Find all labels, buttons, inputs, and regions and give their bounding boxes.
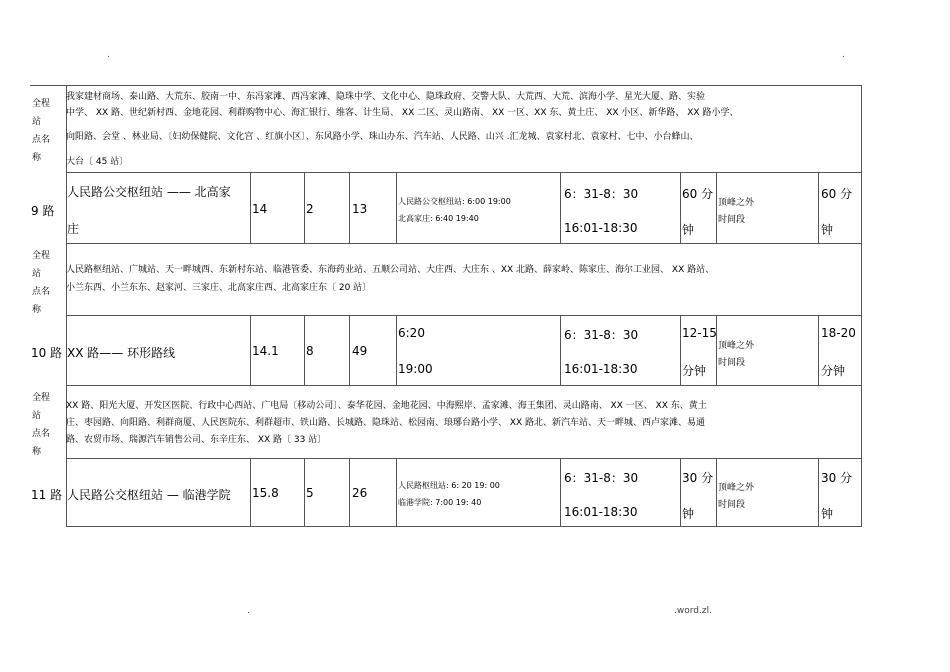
- col-divider: [560, 315, 561, 385]
- stops-label-line: 点名: [32, 287, 51, 297]
- stops-label-line: 站: [32, 117, 42, 127]
- stops-line: 大台〔 45 站〕: [66, 157, 129, 167]
- stops-line: 人民路枢纽站、广城站、天一畔城西、东新村东站、临港管委、东海药业站、五顺公司站、大庄西、大庄东 、XX 北路、薛家岭、陈家庄、海尔工业园、 XX 路站、: [66, 265, 715, 275]
- offpeak-interval: 18-20: [821, 326, 856, 340]
- peak-interval: 钟: [682, 223, 695, 237]
- col-divider: [680, 172, 681, 243]
- col-divider: [349, 315, 350, 385]
- route-stations: 26: [352, 486, 368, 500]
- offpeak-label: 时间段: [718, 500, 746, 510]
- footer-dot: .: [247, 606, 250, 616]
- col-divider: [396, 458, 397, 526]
- col-divider: [250, 315, 251, 385]
- peak-interval: 30 分: [682, 471, 714, 485]
- offpeak-label: 时间段: [718, 215, 746, 225]
- offpeak-label: 顶峰之外: [718, 483, 755, 493]
- col-divider: [349, 172, 350, 243]
- col-divider: [818, 172, 819, 243]
- route-price: 5: [306, 486, 314, 500]
- col-divider: [680, 458, 681, 526]
- first-last-bus: 人民路公交枢纽站: 6:00 19:00: [398, 197, 511, 206]
- peak-time: 6：31-8：30: [564, 328, 639, 342]
- col-divider: [250, 458, 251, 526]
- header-dot-right: .: [842, 50, 845, 60]
- row-divider: [66, 526, 862, 527]
- offpeak-interval: 30 分: [821, 471, 853, 485]
- col-divider: [66, 85, 67, 526]
- col-divider: [716, 458, 717, 526]
- offpeak-label: 顶峰之外: [718, 198, 755, 208]
- route-length: 14: [252, 202, 268, 216]
- col-divider: [818, 458, 819, 526]
- stops-label-line: 全程: [32, 393, 51, 403]
- route-line-cont: 庄: [67, 222, 80, 236]
- first-last-bus: 北高家庄: 6:40 19:40: [398, 214, 479, 223]
- last-bus: 19:00: [398, 362, 433, 376]
- first-last-bus: 临港学院: 7:00 19: 40: [398, 498, 482, 507]
- peak-time: 16:01-18:30: [564, 362, 638, 376]
- offpeak-interval: 60 分: [821, 187, 853, 201]
- row-divider: [66, 385, 862, 386]
- peak-interval: 60 分: [682, 187, 714, 201]
- route-stations: 13: [352, 202, 368, 216]
- stops-label-line: 点名: [32, 429, 51, 439]
- route-length: 15.8: [252, 486, 279, 500]
- col-divider: [716, 172, 717, 243]
- route-line: 人民路公交枢纽站 — 临港学院: [67, 488, 231, 502]
- stops-line: 小兰东西、小兰东东、赵家河、三家庄、北高家庄西、北高家庄东〔 20 站〕: [66, 283, 372, 293]
- stops-label-line: 全程: [32, 251, 51, 261]
- stops-label-line: 称: [32, 153, 42, 163]
- offpeak-label: 时间段: [718, 358, 746, 368]
- col-divider: [560, 458, 561, 526]
- row-divider: [66, 458, 862, 459]
- header-dot-left: .: [107, 50, 110, 60]
- col-divider: [349, 458, 350, 526]
- col-divider: [560, 172, 561, 243]
- row-divider: [66, 315, 862, 316]
- offpeak-interval: 钟: [821, 223, 834, 237]
- route-length: 14.1: [252, 344, 279, 358]
- route-line: XX 路—— 环形路线: [67, 346, 176, 360]
- col-divider: [396, 315, 397, 385]
- first-last-bus: 人民路枢纽站: 6: 20 19: 00: [398, 481, 500, 490]
- stops-line: 庄、枣园路、向阳路、利群商厦、人民医院东、利群超市、铁山路、长城路、隐珠站、松园南、琅琊台路小学、 XX 路北、新汽车站、天一畔城、西卢家滩、易通: [66, 418, 706, 428]
- col-divider: [250, 172, 251, 243]
- stops-line: 中学、 XX 路、世纪新村西、金地花园、利群购物中心、海汇银行、维客、计生局、 XX 二区、灵山路南、 XX 一区、XX 东、黄土庄、 XX 小区、新华路、 XX 路小学、: [66, 108, 739, 118]
- route-number: 9 路: [31, 204, 55, 218]
- offpeak-interval: 钟: [821, 507, 834, 521]
- route-number: 10 路: [31, 346, 63, 360]
- route-number: 11 路: [31, 488, 63, 502]
- stops-label-line: 称: [32, 447, 42, 457]
- peak-interval: 钟: [682, 507, 695, 521]
- peak-interval: 分钟: [682, 364, 707, 378]
- stops-label-line: 点名: [32, 135, 51, 145]
- stops-line: 路、农贸市场、瑞源汽车销售公司、东辛庄东、 XX 路〔 33 站〕: [66, 435, 327, 445]
- peak-time: 16:01-18:30: [564, 221, 638, 235]
- route-stations: 49: [352, 344, 368, 358]
- peak-interval: 12-15: [682, 326, 717, 340]
- footer-site-mark: .word.zl.: [674, 606, 712, 616]
- route-price: 2: [306, 202, 314, 216]
- row-divider: [66, 172, 862, 173]
- col-divider: [396, 172, 397, 243]
- first-bus: 6:20: [398, 326, 425, 340]
- stops-line: 向阳路、会堂 、林业局、〔妇幼保健院、文化宫 、红旗小区〕、东风路小学、珠山办东、汽车站、人民路、山兴 .汇龙城、袁家村北、袁家村、七中、小台蜂山、: [66, 132, 699, 142]
- col-divider: [304, 458, 305, 526]
- route-line: 人民路公交枢纽站 —— 北高家: [67, 185, 231, 199]
- peak-time: 6：31-8：30: [564, 187, 639, 201]
- col-divider: [680, 315, 681, 385]
- route-price: 8: [306, 344, 314, 358]
- stops-label-line: 站: [32, 269, 42, 279]
- stops-label-line: 全程: [32, 99, 51, 109]
- row-divider: [66, 243, 862, 244]
- stops-label-line: 站: [32, 411, 42, 421]
- col-divider: [861, 85, 862, 526]
- stops-line: XX 路、阳光大厦、开发区医院、行政中心西站、广电局〔移动公司〕、泰华花园、金地花园、中海熙岸、孟家滩、海王集团、灵山路南、 XX 一区、 XX 东、黄土: [66, 401, 707, 411]
- offpeak-interval: 分钟: [821, 364, 846, 378]
- stops-label-line: 称: [32, 305, 42, 315]
- col-divider: [818, 315, 819, 385]
- row-divider: [30, 85, 862, 86]
- peak-time: 16:01-18:30: [564, 505, 638, 519]
- col-divider: [304, 172, 305, 243]
- stops-line: 我家建材商场、泰山路、大荒东、胶南一中、东冯家滩、西冯家滩、隐珠中学、文化中心、隐珠政府、交警大队、大荒西、大荒、滨海小学、星光大厦、路、实验: [66, 92, 706, 102]
- peak-time: 6：31-8：30: [564, 471, 639, 485]
- offpeak-label: 顶峰之外: [718, 341, 755, 351]
- col-divider: [304, 315, 305, 385]
